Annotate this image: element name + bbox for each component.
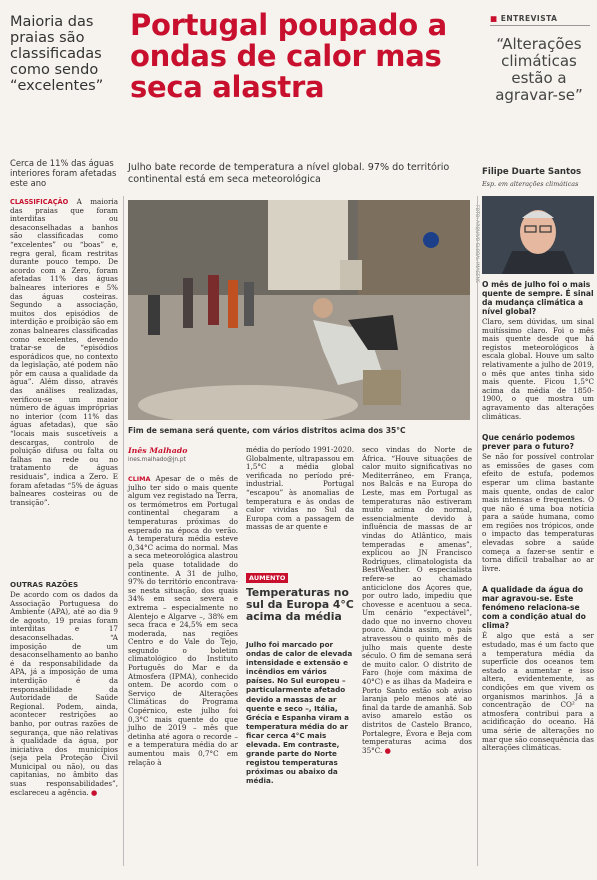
sidebar-headline: Maioria das praias são classificadas como sendo “excelentes”	[10, 14, 104, 94]
aumento-tag: AUMENTO	[246, 573, 288, 583]
clima-tag: CLIMA	[128, 475, 151, 483]
interviewee-name: Filipe Duarte Santos	[482, 167, 582, 177]
answer-3: É algo que está a ser estudado, mas é um facto que a temperatura média da superfície dos oceanos tem estado a aumentar e isso altera, evidentemente, as condições em que vivem os organismos marinhos. Já a concentração de CO² na atmosfera contribui para a acidificação do oceano. Há uma série de alterações no mar que são consequência das alterações climáticas.	[482, 631, 594, 753]
main-col-3	[362, 446, 472, 755]
question-3: A qualidade da água do mar agravou-se. Este fenómeno relaciona-se com a condição atual do clima?	[482, 585, 586, 631]
quote-marker-icon: ■	[490, 14, 501, 23]
aumento-title: Temperaturas no sul da Europa 4°C acima da média	[246, 586, 354, 623]
column-divider	[123, 196, 124, 866]
author-email[interactable]: ines.malhado@jn.pt	[128, 457, 186, 463]
left-body-1	[10, 198, 118, 507]
main-subtitle: Julho bate recorde de temperatura a nível global. 97% do território continental está em seca meteorológica	[128, 162, 450, 185]
end-mark-icon: ●	[384, 745, 391, 755]
end-mark-icon: ●	[90, 787, 98, 797]
author-name: Inês Malhado	[128, 446, 188, 455]
left-subhead: OUTRAS RAZÕES	[10, 580, 79, 589]
main-col-2-text: média do período 1991-2020. Globalmente, ultrapassou em 1,5°C a média global verificada no período pré-industrial. Portugal “escapou” às anomalias de temperatura e às ondas de calor vividas no Sul da Europa com a passagem de massas de ar quente e	[246, 445, 354, 532]
classificacao-tag: CLASSIFICAÇÃO	[10, 198, 69, 206]
main-col-1-text: Apesar de o mês de julho ter sido o mais quente algum vez registado na Terra, os termómetros em Portugal continental chegaram a temperaturas próximas do esperado na época do verão. A temperatura média esteve 0,34°C acima do normal. Mas a seca meteorológica alastrou pela quase totalidade do continente. A 31 de julho, 97% do território encontrava-se nesta situação, dos quais 34% em seca severa e extrema – especialmente no Alentejo e Algarve –, 38% em seca fraca e 24,5% em seca moderada, nas regiões Centro e do Vale do Tejo, segundo o boletim climatológico do Instituto Português do Mar e da Atmosfera (IPMA), conhecido ontem. De acordo com o Serviço de Alterações Climáticas do Programa Copérnico, este julho foi 0,3°C mais quente do que julho de 2019 – mês que detinha até agora o recorde – e a temperatura média do ar aumentou mais 0,7°C em relação à	[128, 474, 238, 767]
interview-quote: “Alterações climáticas estão a agravar-se”	[495, 35, 583, 104]
answer-1: Claro, sem dúvidas, um sinal muitíssimo claro. Foi o mês mais quente desde que há registos meteorológicos à escala global. Houve um salto relativamente a julho de 2019, o mês que antes tinha sido mais quente. Ficou 1,5°C acima da média de 1850-1900, o que mostra um agravamento das alterações climáticas.	[482, 317, 594, 421]
aumento-body: Julho foi marcado por ondas de calor de elevada intensidade e extensão e incêndios em vários países. No Sul europeu – particularmente afetado devido a massas de ar quente e seco –, Itália, Grécia e Espanha viram a temperatura média do ar ficar cerca 4°C mais elevada. Em contraste, grande parte do Norte registou temperaturas próximas ou abaixo da média.	[246, 640, 353, 786]
left-body-2	[10, 591, 118, 797]
interview-qa	[482, 280, 594, 753]
main-col-3-text: seco vindas do Norte de África. “Houve situações de calor muito significativas no Mediterrâneo, em França, nos Balcãs e na Europa do Leste, mas em Portugal as temperaturas não estiveram muito acima do normal, essencialmente devido à influência de massas de ar vindas do Atlântico, mais temperadas e amenas”, explicou ao JN Francisco Rodrigues, climatologista da BestWeather. O especialista refere-se ao chamado anticiclone dos Açores que, por outro lado, impediu que chovesse e acentuou a seca. Um cenário “expectável”, dado que no inverno choveu pouco. Ainda assim, o país atravessou o quinto mês de julho mais quente deste século. O fim de semana será de muito calor. O distrito de Faro (hoje com máxima de 40°C) e as ilhas da Madeira e Porto Santo estão sob aviso laranja pelo menos até ao final da tarde de amanhã. Sob aviso amarelo estão os distritos de Castelo Branco, Portalegre, Évora e Beja com temperaturas acima dos 35°C.	[362, 445, 472, 755]
main-col-2	[246, 446, 354, 532]
interview-label: ENTREVISTA	[500, 14, 558, 23]
interviewee-role: Esp. em alterações climáticas	[482, 180, 579, 188]
left-body-text-1: A maioria das praias que foram interditas ou desaconselhadas a banhos são classificadas como “excelentes” ou “boas” e, regra geral, ficam restritas durante pouco tempo. De acordo com a Zero, foram afetadas 11% das águas balneares interiores e 5% das águas costeiras. Segundo a associação, muitos dos episódios de interdição e proibição são em zonas balneares classificadas como excelentes, devendo tratar-se de “episódios esporádicos que, no contexto da legislação, até podem não pôr em causa a qualidade da água”. Além disso, através das análises realizadas, verificou-se um maior número de águas impróprias no interior (com 11% das águas afetadas), que são “locais mais suscetíveis a descargas, controlo de poluição difusa ou falta ou falhas na rede ou no tratamento de águas residuais”, indica a Zero. E foram afetadas “5% de águas balneares costeiras ou de transição”.	[10, 197, 119, 507]
question-2: Que cenário podemos prever para o futuro?	[482, 433, 575, 452]
photo-caption: Fim de semana será quente, com vários distritos acima dos 35°C	[128, 426, 406, 435]
main-photo	[128, 200, 470, 420]
interviewee-portrait	[482, 196, 594, 274]
interview-divider	[477, 196, 478, 866]
answer-2: Se não for possível controlar as emissões de gases com efeito de estufa, podemos esperar um clima bastante mais quente, ondas de calor mais intensas e frequentes. O que não é uma boa notícia para a saúde humana, como em regiões nos trópicos, onde o impacto das temperaturas elevadas sobre a saúde começa a fazer-se sentir e torna difícil trabalhar ao ar livre.	[482, 452, 594, 573]
question-1: O mês de julho foi o mais quente de sempre. É sinal da mudança climática a nível global?	[482, 280, 594, 316]
main-col-1	[128, 475, 238, 767]
left-lead: Cerca de 11% das águas interiores foram afetadas este ano	[10, 158, 117, 188]
main-title: Portugal poupado a ondas de calor mas seca alastra	[130, 8, 447, 104]
left-body-text-2: De acordo com os dados da Associação Portuguesa do Ambiente (APA), até ao dia 9 de agosto, 19 praias foram interditas e 17 desaconselhadas. “A imposição de um desaconselhamento ao banho é da responsabilidade da APA, já a imposição de uma interdição é da responsabilidade da Autoridade de Saúde Regional. Podem, ainda, acontecer restrições ao banho, por outras razões de segurança, que não relativas à qualidade da água, por iniciativa dos municípios (seja pela Proteção Civil Municipal ou não), ou das capitanias, no âmbito das suas responsabilidades”, esclareceu a agência.	[10, 590, 118, 797]
